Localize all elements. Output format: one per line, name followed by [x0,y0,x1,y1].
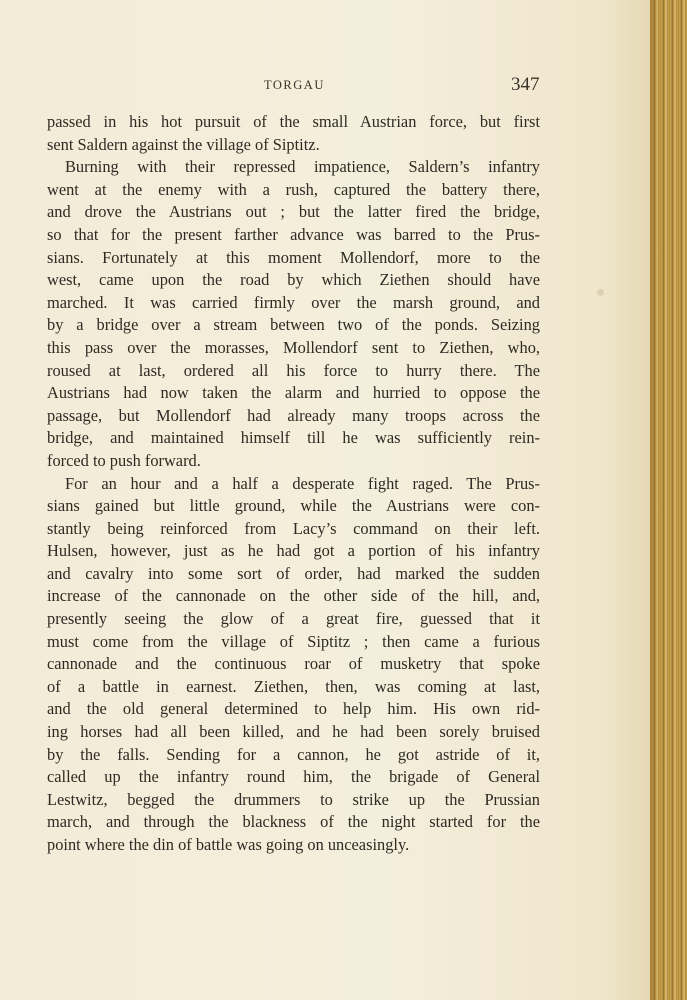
text-line: Burning with their repressed impatience, Saldern’s infantry [65,157,540,177]
text-line: went at the enemy with a rush, captured the battery there, [47,179,540,199]
text-line: this pass over the morasses, Mollendorf sent to Ziethen, who, [47,337,540,357]
text-line: cannonade and the continuous roar of musketry that spoke [47,654,540,674]
running-head: TORGAU [264,78,325,92]
text-line: sians. Fortunately at this moment Mollendorf, more to the [47,247,540,267]
text-line: and drove the Austrians out ; but the latter fired the bridge, [47,202,540,222]
text-line: presently seeing the glow of a great fire, guessed that it [47,609,540,629]
text-line: sent Saldern against the village of Siptitz. [47,134,320,154]
text-line: forced to push forward. [47,450,201,470]
text-line: roused at last, ordered all his force to hurry there. The [47,360,540,380]
text-line: by the falls. Sending for a cannon, he got astride of it, [47,744,540,764]
text-line: Hulsen, however, just as he had got a portion of his infantry [47,541,540,561]
text-line: passage, but Mollendorf had already many troops across the [47,405,540,425]
spine-shadow [650,0,658,1000]
text-line: increase of the cannonade on the other side of the hill, and, [47,586,540,606]
text-line: Lestwitz, begged the drummers to strike up the Prussian [47,789,540,809]
text-line: so that for the present farther advance was barred to the Prus- [47,224,540,244]
text-line: sians gained but little ground, while the Austrians were con- [47,496,540,516]
text-line: For an hour and a half a desperate fight raged. The Prus- [65,473,540,493]
text-line: Austrians had now taken the alarm and hurried to oppose the [47,383,540,403]
text-line: point where the din of battle was going on unceasingly. [47,835,410,854]
text-line: marched. It was carried firmly over the marsh ground, and [47,292,540,312]
text-line: stantly being reinforced from Lacy’s command on their left. [47,518,540,538]
text-line: and cavalry into some sort of order, had marked the sudden [47,563,540,583]
body-text [47,111,540,857]
text-line: called up the infantry round him, the brigade of General [47,767,540,787]
text-line: march, and through the blackness of the night started for the [47,812,540,832]
text-line: of a battle in earnest. Ziethen, then, was coming at last, [47,676,540,696]
text-line: ing horses had all been killed, and he had been sorely bruised [47,722,540,742]
text-line: and the old general determined to help him. His own rid- [47,699,540,719]
page-number: 347 [511,74,540,95]
paper-spot [597,289,604,296]
page-header [0,74,650,98]
text-line: by a bridge over a stream between two of the ponds. Seizing [47,315,540,335]
text-line: must come from the village of Siptitz ; then came a furious [47,631,540,651]
text-line: west, came upon the road by which Ziethen should have [47,270,540,290]
text-line: passed in his hot pursuit of the small Austrian force, but first [47,112,540,131]
text-line: bridge, and maintained himself till he was sufficiently rein- [47,428,540,448]
